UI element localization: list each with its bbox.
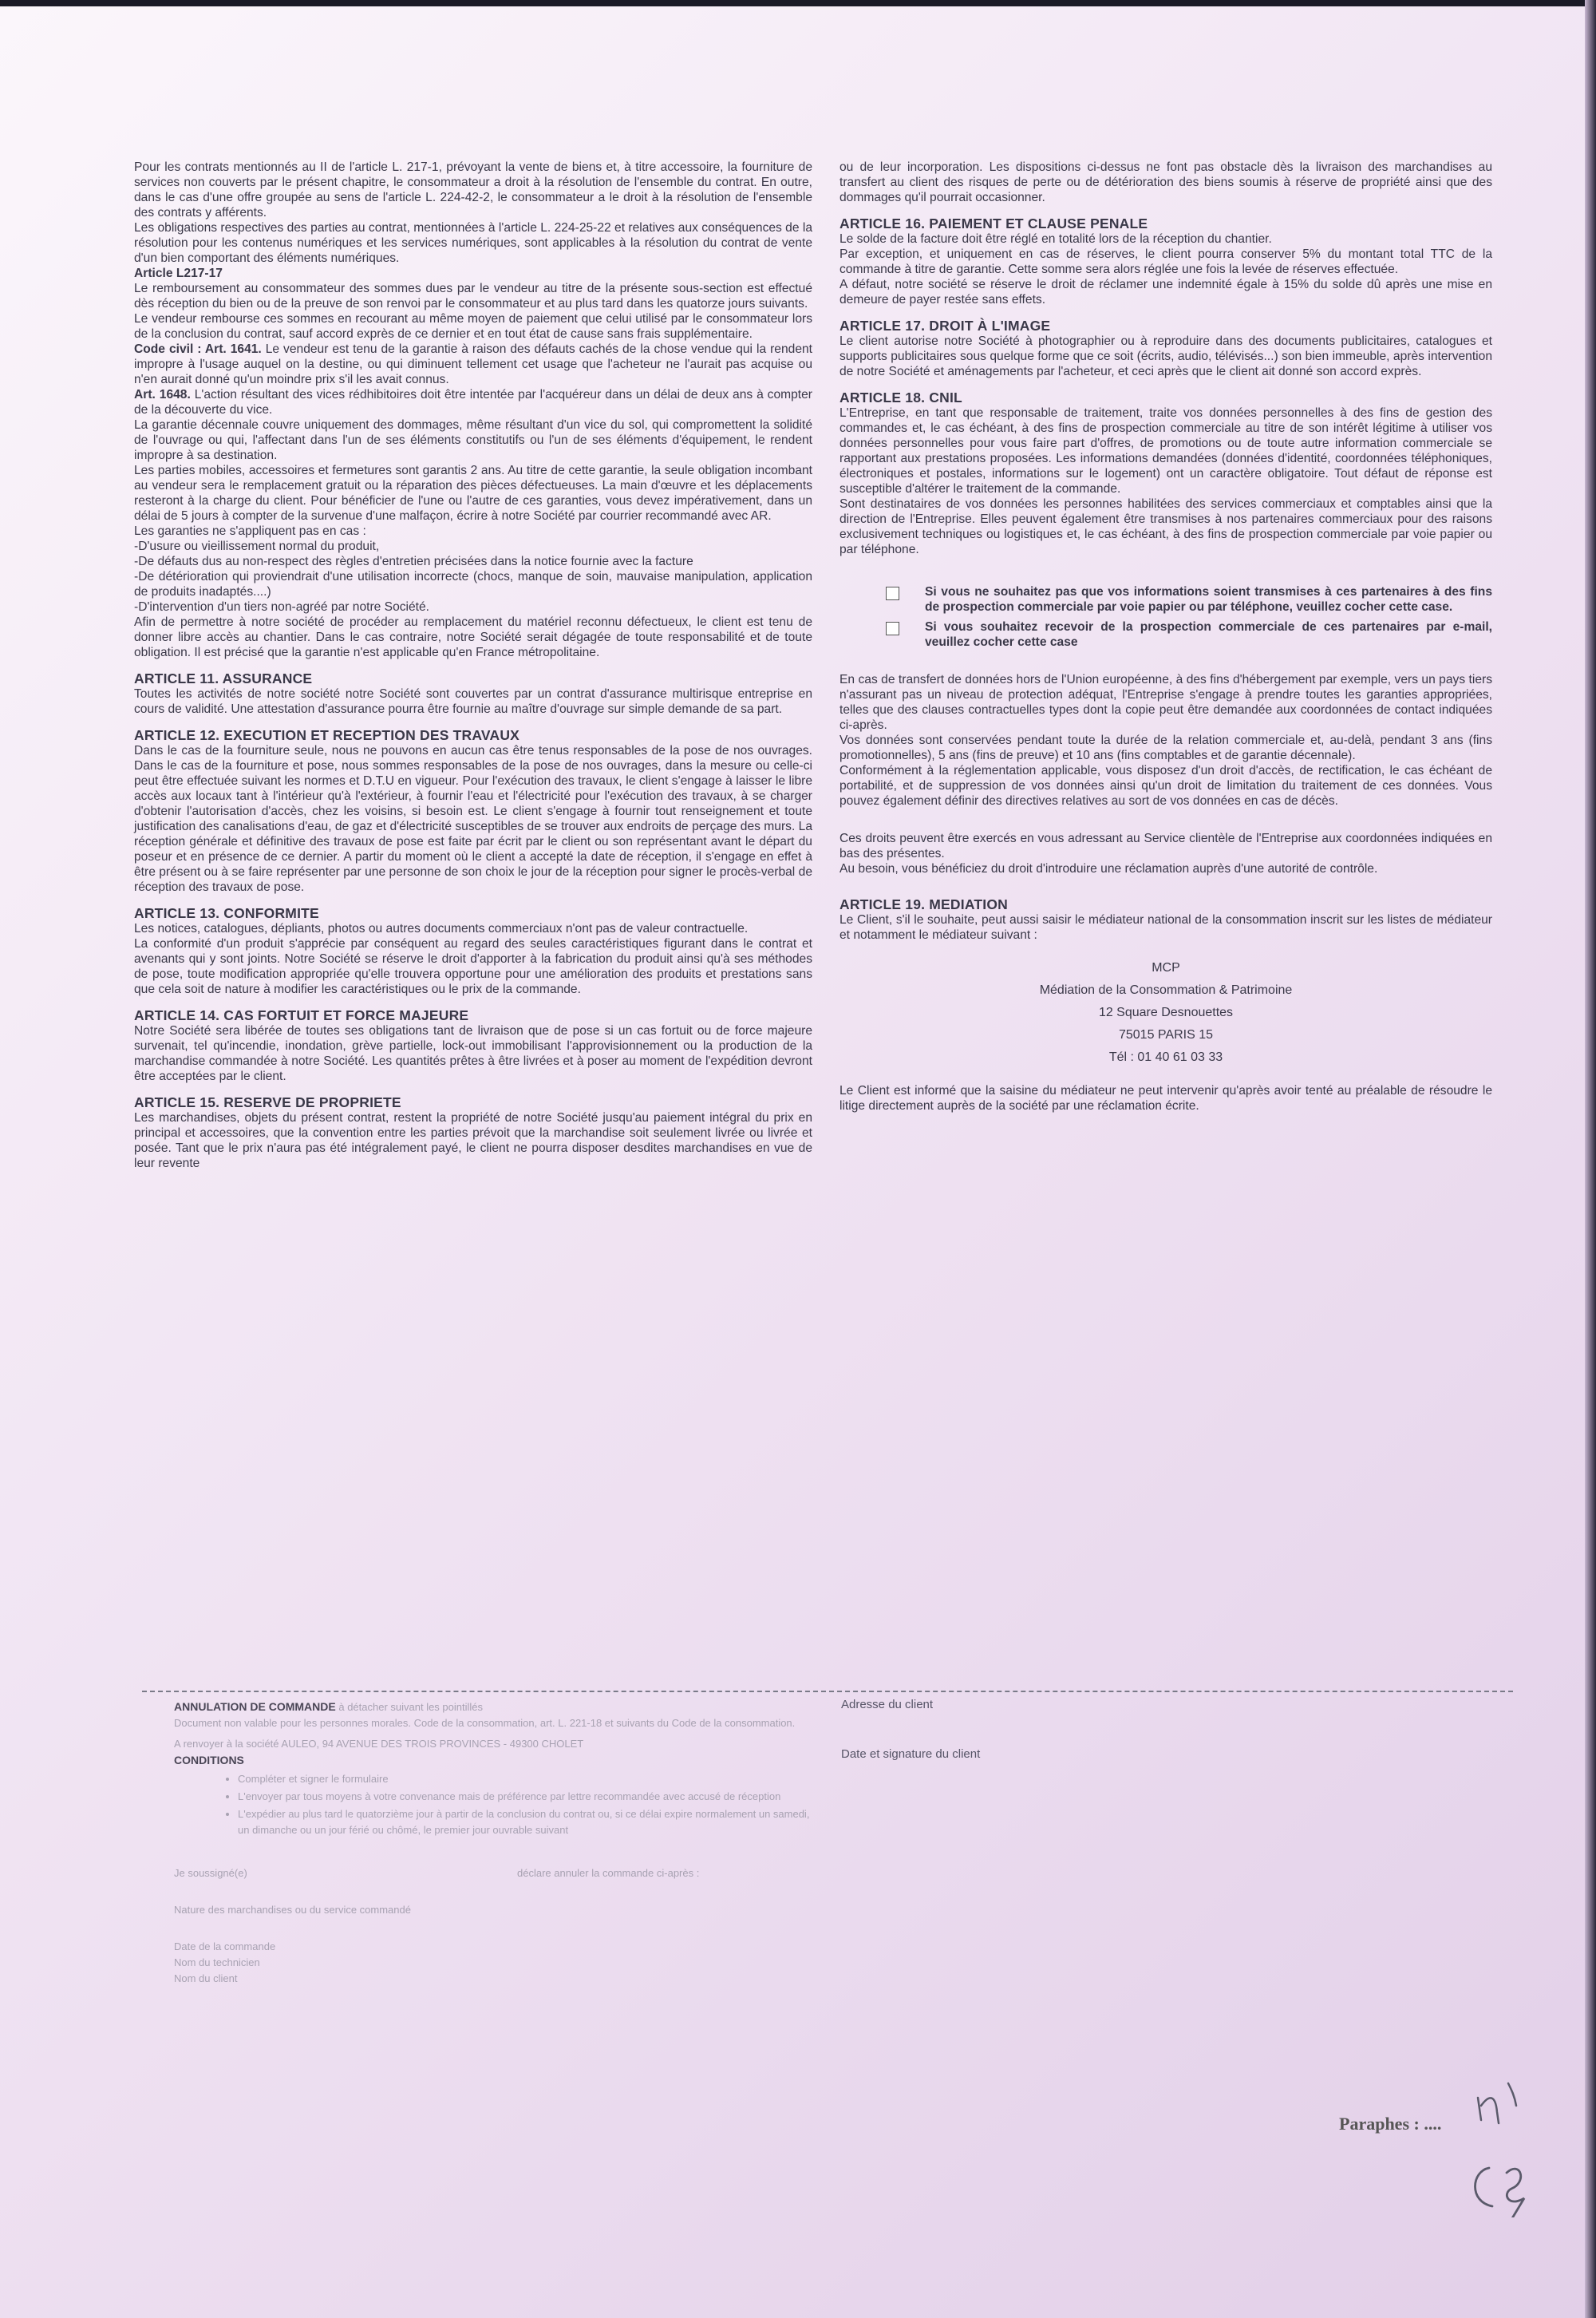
spacer bbox=[839, 650, 1492, 672]
paragraph: ou de leur incorporation. Les dispositions ci-dessus ne font pas obstacle dès la livraison des marchandises au transfert au client des risques de perte ou de détérioration des biens soumis à réserve de propriété ainsi que des dommages qu'il pourrait occasionner. bbox=[839, 160, 1492, 204]
bold-lead: Code civil : Art. 1641. bbox=[134, 342, 262, 356]
nature-label: Nature des marchandises ou du service commandé bbox=[174, 1904, 411, 1916]
undersigned-label: Je soussigné(e) bbox=[174, 1867, 247, 1879]
conditions-list bbox=[222, 1771, 812, 1838]
article-heading: ARTICLE 14. CAS FORTUIT ET FORCE MAJEURE bbox=[134, 1007, 469, 1023]
paragraph bbox=[134, 342, 812, 387]
paragraph: Pour les contrats mentionnés au II de l'article L. 217-1, prévoyant la vente de biens et, à titre accessoire, la fourniture de services non couverts par le présent chapitre, le consommateur a droit à la résolution de l'ensemble du contrat. En outre, dans le cas d'une offre groupée au sens de l'article L. 224-42-2, le consommateur a le droit à la résolution de l'ensemble des contrats y afférents. bbox=[134, 160, 812, 220]
paragraph: -D'intervention d'un tiers non-agréé par notre Société. bbox=[134, 600, 430, 614]
article-heading: ARTICLE 16. PAIEMENT ET CLAUSE PENALE bbox=[839, 216, 1148, 231]
paragraph: La garantie décennale couvre uniquement des dommages, même résultant d'un vice du sol, qui compromettent la solidité de l'ouvrage ou qui, l'affectant dans l'un de ses éléments constitutifs ou l'un de ses éléments d'équipement, le rendent impropre à sa destination. bbox=[134, 418, 812, 462]
technician-label: Nom du technicien bbox=[174, 1956, 260, 1968]
client-address-label: Adresse du client bbox=[841, 1698, 934, 1711]
paragraph: Sont destinataires de vos données les personnes habilitées des services commerciaux et comptables ainsi que la direction de l'Entreprise. Elles peuvent également être transmises à nos partenaires commerciaux pour des raisons exclusivement techniques ou logistiques et, le cas échéant, à des fins de prospection commerciale par voie papier ou par téléphone. bbox=[839, 497, 1492, 556]
paragraph: Le vendeur rembourse ces sommes en recourant au même moyen de paiement que celui utilisé par le consommateur lors de la conclusion du contrat, sauf accord exprès de ce dernier et en tout état de cause sans frais supplémentaire. bbox=[134, 312, 812, 341]
paragraph: -D'usure ou vieillissement normal du produit, bbox=[134, 540, 380, 553]
paragraph: Au besoin, vous bénéficiez du droit d'introduire une réclamation auprès d'une autorité de contrôle. bbox=[839, 862, 1378, 876]
paragraph: Vos données sont conservées pendant toute la durée de la relation commerciale et, au-delà, pendant 3 ans (fins promotionnelles), 5 ans (fins de preuve) et 10 ans (fins comptables et de garantie décennale). bbox=[839, 734, 1492, 762]
cancellation-line1: Document non valable pour les personnes morales. Code de la consommation, art. L. 221-18 et suivants du Code de la consommation. bbox=[174, 1717, 796, 1729]
cancellation-form bbox=[174, 1699, 812, 1987]
paragraph: Le solde de la facture doit être réglé en totalité lors de la réception du chantier. bbox=[839, 232, 1272, 246]
article-heading: ARTICLE 12. EXECUTION ET RECEPTION DES TRAVAUX bbox=[134, 727, 520, 743]
paragraph-text: L'action résultant des vices rédhibitoires doit être intentée par l'acquéreur dans un délai de deux ans à compter de la découverte du vice. bbox=[134, 388, 812, 417]
paragraph: Afin de permettre à notre société de procéder au remplacement du matériel reconnu défectueux, le client est tenu de donner libre accès au chantier. Dans le cas contraire, notre Société serait dégagée de toute responsabilité et de toute obligation. Il est précisé que la garantie n'est applicable qu'en France métropolitaine. bbox=[134, 615, 812, 659]
article-heading: ARTICLE 17. DROIT À L'IMAGE bbox=[839, 318, 1051, 334]
paragraph: Ces droits peuvent être exercés en vous adressant au Service clientèle de l'Entreprise aux coordonnées indiquées en bas des présentes. bbox=[839, 832, 1492, 860]
paragraph: A défaut, notre société se réserve le droit de réclamer une indemnité égale à 15% du solde dû après une mise en demeure de payer restée sans effets. bbox=[839, 278, 1492, 307]
list-item: • Compléter et signer le formulaire bbox=[238, 1771, 812, 1787]
article-heading: ARTICLE 13. CONFORMITE bbox=[134, 905, 319, 921]
paragraph: Les notices, catalogues, dépliants, photos ou autres documents commerciaux n'ont pas de valeur contractuelle. bbox=[134, 922, 749, 936]
paragraph: Par exception, et uniquement en cas de réserves, le client pourra conserver 5% du montant total TTC de la commande à titre de garantie. Cette somme sera alors réglée une fois la levée de réserves effectuée. bbox=[839, 247, 1492, 276]
order-date-label: Date de la commande bbox=[174, 1940, 276, 1952]
right-column bbox=[839, 160, 1492, 1114]
bold-lead: Art. 1648. bbox=[134, 388, 191, 401]
paragraph bbox=[134, 387, 812, 417]
client-signature-block bbox=[841, 1697, 1479, 1762]
consent-text: Si vous ne souhaitez pas que vos informations soient transmises à ces partenaires à des fins de prospection commerciale par voie papier ou par téléphone, veuillez cocher cette case. bbox=[925, 585, 1492, 614]
paragraph: Notre Société sera libérée de toutes ses obligations tant de livraison que de pose si un cas fortuit ou de force majeure survenait, tel qu'incendie, inondation, grève partielle, lock-out immobilisant l'approvisionnement ou la production de la marchandise commandée à notre Société. Les quantités prêtes à être livrées et à poser au moment de l'expédition devront être acceptées par le client. bbox=[134, 1024, 812, 1083]
paraphes-label: Paraphes : .... bbox=[1339, 2114, 1442, 2134]
paragraph: Le remboursement au consommateur des sommes dues par le vendeur au titre de la présente sous-section est effectué dès réception du bien ou de la preuve de son renvoi par le consommateur et au plus tard dans les quatorze jours suivants. bbox=[134, 282, 812, 311]
mediator-address-line: Tél : 01 40 61 03 33 bbox=[1108, 1050, 1223, 1064]
list-item: • L'envoyer par tous moyens à votre convenance mais de préférence par lettre recommandée avec accusé de réception bbox=[238, 1789, 812, 1805]
spacer bbox=[839, 876, 1492, 886]
paragraph: -De défauts dus au non-respect des règles d'entretien précisées dans la notice fournie avec la facture bbox=[134, 555, 693, 568]
cancellation-note: à détacher suivant les pointillés bbox=[335, 1701, 484, 1713]
article-heading: ARTICLE 11. ASSURANCE bbox=[134, 670, 313, 686]
paragraph: Le Client, s'il le souhaite, peut aussi saisir le médiateur national de la consommation inscrit sur les listes de médiateur et notamment le médiateur suivant : bbox=[839, 913, 1492, 942]
bold-lead: Article L217-17 bbox=[134, 267, 223, 280]
cancellation-title: ANNULATION DE COMMANDE bbox=[174, 1700, 336, 1713]
mediator-address-line: MCP bbox=[1152, 961, 1180, 975]
paragraph: L'Entreprise, en tant que responsable de traitement, traite vos données personnelles à des fins de gestion des commandes et, le cas échéant, à des fins de prospection commerciale au titre de son intérêt légitime à utiliser vos données personnelles pour vous faire part d'offres, de promotions ou de toute autre information commerciale se rapportant aux prestations proposées. Les informations demandées (données d'identité, coordonnées téléphoniques, électroniques et postales, informations sur le logement) ont un caractère obligatoire. Tout défaut de réponse est susceptible d'altérer le traitement de la commande. bbox=[839, 406, 1492, 496]
paragraph-text: Le vendeur est tenu de la garantie à raison des défauts cachés de la chose vendue qui la rendent impropre à l'usage auquel on la destine, ou qui diminuent tellement cet usage que l'acheteur ne l'aurait pas acquise ou n'en aurait donné qu'un moindre prix s'il les avait connus. bbox=[134, 342, 812, 386]
paragraph: Toutes les activités de notre société notre Société sont couvertes par un contrat d'assurance multirisque entreprise en cours de validité. Une attestation d'assurance pourra être fournie au maître d'ouvrage sur simple demande de sa part. bbox=[134, 687, 812, 716]
paragraph: Le Client est informé que la saisine du médiateur ne peut intervenir qu'après avoir tenté au préalable de résoudre le litige directement auprès de la société par une réclamation écrite. bbox=[839, 1084, 1492, 1113]
article-heading: ARTICLE 15. RESERVE DE PROPRIETE bbox=[134, 1094, 401, 1110]
mediator-address-line: Médiation de la Consommation & Patrimoine bbox=[1039, 983, 1293, 997]
paragraph bbox=[134, 266, 812, 281]
conditions-title: CONDITIONS bbox=[174, 1754, 244, 1766]
paragraph: -De détérioration qui proviendrait d'une utilisation incorrecte (chocs, manque de soin, mauvaise manipulation, application de produits inadaptés....) bbox=[134, 570, 812, 599]
declare-label: déclare annuler la commande ci-après : bbox=[517, 1867, 700, 1879]
cut-line bbox=[142, 1691, 1513, 1692]
client-date-signature-label: Date et signature du client bbox=[841, 1747, 981, 1761]
spacer bbox=[839, 809, 1492, 831]
paragraph: Le client autorise notre Société à photographier ou à reproduire dans des documents publicitaires, catalogues et supports publicitaires sous quelque forme que ce soit (écrits, audio, télévisés...) son bien immeuble, après intervention de notre Société et aménagements par l'acheteur, et ceci après que le client ait donné son accord exprès. bbox=[839, 334, 1492, 378]
paragraph: La conformité d'un produit s'apprécie par conséquent au regard des seules caractéristiques figurant dans le contrat et avenants qui y sont joints. Notre Société se réserve le droit d'apporter à la fabrication du produit ainsi qu'à ses méthodes de pose, toute modification appropriée qu'elle trouvera opportune pour une amélioration des produits et prestations sans que cela soit de nature à modifier les caractéristiques ou le prix de la commande. bbox=[134, 937, 812, 996]
article-heading: ARTICLE 18. CNIL bbox=[839, 390, 962, 405]
cancellation-line2: A renvoyer à la société AULEO, 94 AVENUE DES TROIS PROVINCES - 49300 CHOLET bbox=[174, 1738, 584, 1750]
mediator-address bbox=[839, 957, 1492, 1069]
handwritten-initials bbox=[1460, 2074, 1532, 2217]
mediator-address-line: 75015 PARIS 15 bbox=[1118, 1028, 1213, 1042]
spacer bbox=[839, 557, 1492, 580]
list-item: • L'expédier au plus tard le quatorzième jour à partir de la conclusion du contrat ou, si ce délai expire normalement un samedi, un dimanche ou un jour férié ou chômé, le premier jour ouvrable suivant bbox=[238, 1806, 812, 1838]
scanner-edge-top bbox=[0, 0, 1596, 6]
paragraph: Conformément à la réglementation applicable, vous disposez d'un droit d'accès, de rectification, le cas échéant de portabilité, et de suppression de vos données ainsi qu'un droit de limitation du traitement de ces données. Vous pouvez également définir des directives relatives au sort de vos données en cas de décès. bbox=[839, 764, 1492, 808]
paragraph: Dans le cas de la fourniture seule, nous ne pouvons en aucun cas être tenus responsables de la pose de nos ouvrages. Dans le cas de la fourniture et pose, nous sommes responsables de la pose de nos ouvrages, dans la mesure ou celle-ci peut être effectuée suivant les normes et D.T.U en vigueur. Pour l'exécution des travaux, le client s'engage à laisser le libre accès aux locaux tant à l'intérieur qu'à l'extérieur, à fournir l'eau et l'électricité pour l'exécution des travaux, à se charger d'obtenir l'autorisation d'accès, chez les voisins, si besoin est. Le client s'engage à fournir tout renseignement et toute justification des canalisations d'eau, de gaz et d'électricité susceptibles de se trouver aux endroits de perçage des murs. La réception générale et définitive des travaux de pose est faite par écrit par le client ou son représentant avant le départ du poseur et en présence de ce dernier. A partir du moment où le client a accepté la date de réception, il s'engage en effet à être présent ou à se faire représenter par une personne de son choix le jour de la réception pour signer le procès-verbal de réception des travaux de pose. bbox=[134, 744, 812, 894]
paragraph: Les garanties ne s'appliquent pas en cas : bbox=[134, 524, 366, 538]
paragraph: Les obligations respectives des parties au contrat, mentionnées à l'article L. 224-25-22 et relatives aux conséquences de la résolution pour les contenus numériques et les services numériques, sont applicables à la résolution du contrat de vente d'un bien comportant des éléments numériques. bbox=[134, 221, 812, 265]
paragraph: En cas de transfert de données hors de l'Union européenne, à des fins d'hébergement par exemple, vers un pays tiers n'assurant pas un niveau de protection adéquat, l'Entreprise s'engage à prendre toutes les garanties appropriées, telles que des clauses contractuelles types dont la copie peut être demandée aux coordonnées de contact indiquées ci-après. bbox=[839, 673, 1492, 732]
paragraph: Les parties mobiles, accessoires et fermetures sont garantis 2 ans. Au titre de cette garantie, la seule obligation incombant au vendeur sera le remplacement gratuit ou la réparation des pièces défectueuses. La main d'œuvre et les déplacements resteront à la charge du client. Pour bénéficier de l'une ou l'autre de ces garanties, vous devez impérativement, dans un délai de 5 jours à compter de la survenue d'une malfaçon, écrire à notre Société par courrier recommandé avec AR. bbox=[134, 464, 812, 523]
consent-text: Si vous souhaitez recevoir de la prospection commerciale de ces partenaires par e-mail, veuillez cocher cette case bbox=[925, 620, 1492, 649]
consent-option[interactable] bbox=[886, 584, 1492, 615]
left-column bbox=[134, 160, 812, 1171]
empty-checkbox-icon[interactable] bbox=[886, 587, 899, 600]
paragraph: Les marchandises, objets du présent contrat, restent la propriété de notre Société jusqu'au paiement intégral du prix en principal et accessoires, que la convention entre les parties prévoit que la marchandise soit seulement livrée ou livrée et posée. Tant que le prix n'aura pas été intégralement payé, le client ne pourra disposer desdites marchandises en vue de leur revente bbox=[134, 1111, 812, 1170]
scanner-edge-right bbox=[1585, 0, 1596, 2318]
client-name-label: Nom du client bbox=[174, 1972, 238, 1984]
consent-option[interactable] bbox=[886, 619, 1492, 650]
mediator-address-line: 12 Square Desnouettes bbox=[1098, 1006, 1234, 1019]
article-heading: ARTICLE 19. MEDIATION bbox=[839, 896, 1008, 912]
empty-checkbox-icon[interactable] bbox=[886, 622, 899, 635]
